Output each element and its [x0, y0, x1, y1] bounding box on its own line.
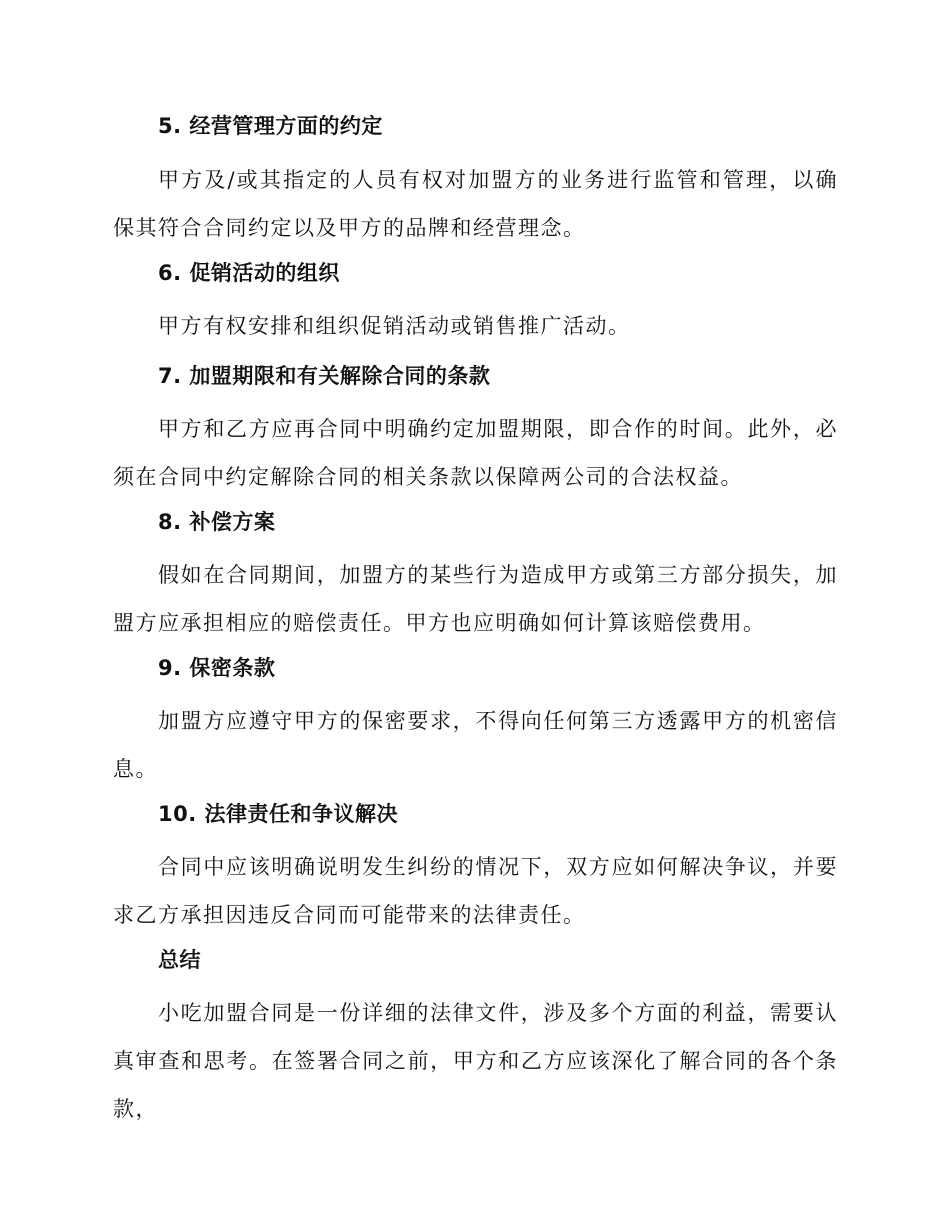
- section-body-10: 合同中应该明确说明发生纠纷的情况下，双方应如何解决争议，并要求乙方承担因违反合同而可能带来的法律责任。: [113, 855, 838, 927]
- section-heading-6: 6. 促销活动的组织: [158, 261, 340, 285]
- section-heading-8: 8. 补偿方案: [158, 510, 276, 534]
- section-body-7: 甲方和乙方应再合同中明确约定加盟期限，即合作的时间。此外，必须在合同中约定解除合同的相关条款以保障两公司的合法权益。: [113, 417, 838, 489]
- section-heading-7: 7. 加盟期限和有关解除合同的条款: [158, 364, 491, 388]
- summary-heading: 总结: [158, 948, 201, 972]
- section-body-6: 甲方有权安排和组织促销活动或销售推广活动。: [158, 314, 631, 338]
- section-body-5: 甲方及/或其指定的人员有权对加盟方的业务进行监管和管理，以确保其符合合同约定以及甲方的品牌和经营理念。: [113, 168, 838, 240]
- section-body-9: 加盟方应遵守甲方的保密要求，不得向任何第三方透露甲方的机密信息。: [113, 709, 838, 781]
- section-body-8: 假如在合同期间，加盟方的某些行为造成甲方或第三方部分损失，加盟方应承担相应的赔偿责任。甲方也应明确如何计算该赔偿费用。: [113, 563, 838, 635]
- section-heading-5: 5. 经营管理方面的约定: [158, 114, 383, 138]
- section-heading-9: 9. 保密条款: [158, 656, 276, 680]
- summary-body: 小吃加盟合同是一份详细的法律文件，涉及多个方面的利益，需要认真审查和思考。在签署合同之前，甲方和乙方应该深化了解合同的各个条款，: [113, 1001, 838, 1121]
- section-heading-10: 10. 法律责任和争议解决: [158, 802, 399, 826]
